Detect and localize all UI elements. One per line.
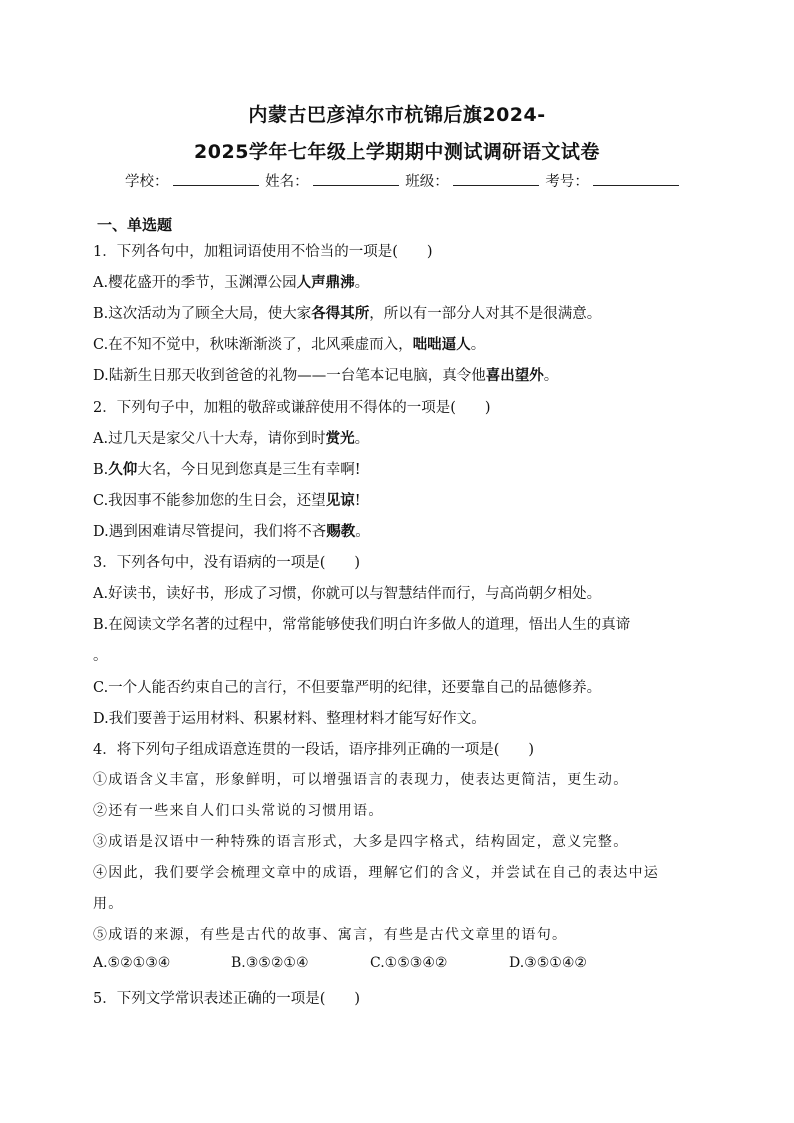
q2-c-end: ! [354, 493, 361, 509]
q1-d-end: 。 [543, 368, 559, 384]
q1-a-text: A.樱花盛开的季节，玉渊潭公园 [93, 275, 297, 291]
q2-d-bold: 赐教 [326, 523, 356, 540]
school-label: 学校： [125, 174, 169, 190]
q3-option-c: C.一个人能否约束自己的言行，不但要靠严明的纪律，还要靠自己的品德修养。 [93, 680, 602, 696]
q1-b-bold: 各得其所 [311, 305, 370, 322]
q2-b-bold: 久仰 [108, 461, 138, 478]
q2-option-b [93, 458, 361, 479]
q2-option-a [93, 427, 369, 448]
q4-stem: 4．将下列句子组成语意连贯的一段话，语序排列正确的一项是( ) [93, 742, 535, 758]
q1-c-bold: 咄咄逼人 [412, 336, 471, 353]
q1-option-a [93, 271, 369, 292]
q2-d-text: D.遇到困难请尽管提问，我们将不吝 [93, 524, 327, 540]
q4-sentence-4-continued: 用。 [93, 896, 124, 912]
q1-a-bold: 人声鼎沸 [296, 274, 355, 291]
q4-sentence-3: ③成语是汉语中一种特殊的语言形式，大多是四字格式，结构固定，意义完整。 [93, 834, 629, 850]
class-label: 班级： [405, 174, 449, 190]
q4-sentence-2: ②还有一些来自人们口头常说的习惯用语。 [93, 803, 384, 819]
q2-stem: 2．下列句子中，加粗的敬辞或谦辞使用不得体的一项是( ) [93, 400, 491, 416]
name-blank [313, 171, 399, 186]
q1-stem: 1．下列各句中，加粗词语使用不恰当的一项是( ) [93, 244, 433, 260]
exam-title-line1: 内蒙古巴彦淖尔市杭锦后旗2024- [248, 104, 546, 126]
q3-option-d: D.我们要善于运用材料、积累材料、整理材料才能写好作文。 [93, 711, 486, 727]
q4-option-a: A.⑤②①③④ [93, 955, 171, 971]
q1-option-c [93, 333, 485, 354]
q4-sentence-5: ⑤成语的来源，有些是古代的故事、寓言，有些是古代文章里的语句。 [93, 927, 568, 943]
q4-option-b: B.③⑤②①④ [231, 955, 309, 971]
q3-option-b-continued: 。 [93, 648, 108, 664]
q3-stem: 3．下列各句中，没有语病的一项是( ) [93, 555, 361, 571]
exam-number-blank [593, 171, 679, 186]
q1-b-text: B.这次活动为了顾全大局，使大家 [93, 306, 312, 322]
q1-a-end: 。 [354, 275, 370, 291]
exam-title-line2: 2025学年七年级上学期期中测试调研语文试卷 [194, 141, 600, 163]
q2-c-bold: 见谅 [325, 492, 355, 509]
q2-b-end: 大名，今日见到您真是三生有幸啊! [137, 462, 361, 478]
q4-option-c: C.①⑤③④② [370, 955, 448, 971]
student-info-row [125, 170, 681, 191]
q2-c-text: C.我因事不能参加您的生日会，还望 [93, 493, 326, 509]
q3-option-b: B.在阅读文学名著的过程中，常常能够使我们明白许多做人的道理，悟出人生的真谛 [93, 617, 631, 633]
class-blank [453, 171, 539, 186]
q1-b-end: ，所以有一部分人对其不是很满意。 [369, 306, 602, 322]
q1-option-b [93, 302, 601, 323]
q1-c-text: C.在不知不觉中，秋味渐渐淡了，北风乘虚而入， [93, 337, 413, 353]
q2-a-bold: 赏光 [325, 430, 355, 447]
q1-option-d [93, 364, 558, 385]
section-heading: 一、单选题 [97, 216, 173, 234]
exam-number-label: 考号： [545, 174, 589, 190]
q1-d-bold: 喜出望外 [485, 367, 544, 384]
q2-a-text: A.过几天是家父八十大寿，请你到时 [93, 431, 326, 447]
q1-d-text: D.陆新生日那天收到爸爸的礼物——一台笔本记电脑，真令他 [93, 368, 486, 384]
q2-option-d [93, 520, 370, 541]
q5-stem: 5．下列文学常识表述正确的一项是( ) [93, 991, 361, 1007]
school-blank [173, 171, 259, 186]
q3-option-a: A.好读书，读好书，形成了习惯，你就可以与智慧结伴而行，与高尚朝夕相处。 [93, 586, 602, 602]
name-label: 姓名： [265, 174, 309, 190]
q4-options [93, 955, 587, 971]
q4-sentence-1: ①成语含义丰富，形象鲜明，可以增强语言的表现力，使表达更简洁，更生动。 [93, 772, 629, 788]
q4-sentence-4: ④因此，我们要学会梳理文章中的成语，理解它们的含义，并尝试在自己的表达中运 [93, 865, 660, 881]
q2-option-c [93, 489, 361, 510]
q2-a-end: 。 [354, 431, 370, 447]
q2-b-text: B. [93, 462, 109, 478]
q4-option-d: D.③⑤①④② [509, 955, 587, 971]
q1-c-end: 。 [470, 337, 486, 353]
q2-d-end: 。 [355, 524, 370, 540]
